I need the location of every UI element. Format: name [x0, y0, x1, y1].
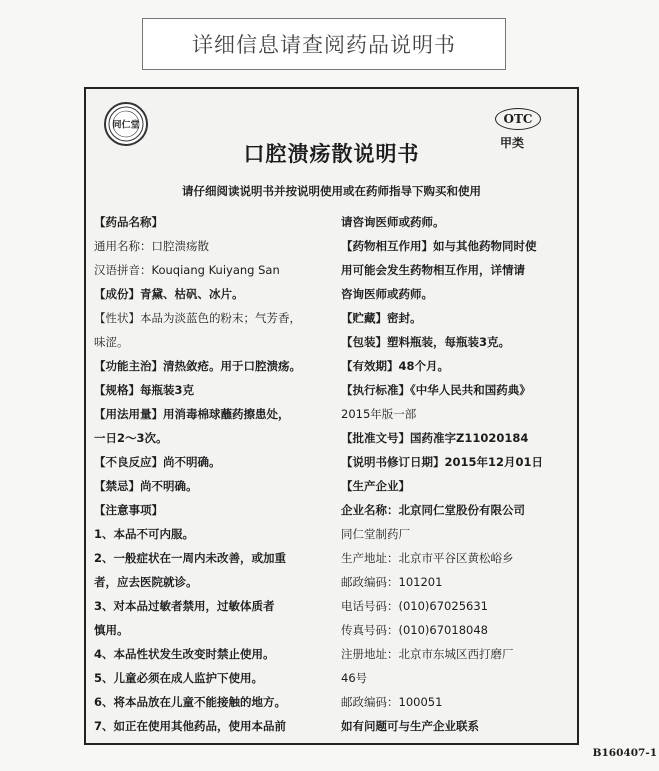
leaflet-title: 口腔溃疡散说明书: [243, 142, 420, 166]
revision-date: 【说明书修订日期】2015年12月01日: [341, 455, 544, 469]
drug-interactions: 【药物相互作用】如与其他药物同时使: [341, 239, 537, 253]
leaflet-subtitle: 请仔细阅读说明书并按说明使用或在药师指导下购买和使用: [182, 184, 481, 198]
registered-address: 注册地址：北京市东城区西打磨厂: [341, 647, 514, 661]
precaution-item: 7、如正在使用其他药品，使用本品前: [94, 719, 286, 733]
otc-badge: [495, 108, 541, 130]
contact-note: 如有问题可与生产企业联系: [341, 719, 479, 733]
fax-number: 传真号码：(010)67018048: [341, 623, 488, 637]
notice-banner: [142, 18, 506, 70]
precaution-item: 5、儿童必须在成人监护下使用。: [94, 671, 263, 685]
precaution-item: 6、将本品放在儿童不能接触的地方。: [94, 695, 286, 709]
precaution-item-cont: 请咨询医师或药师。: [341, 215, 445, 229]
notice-banner-text: 详细信息请查阅药品说明书: [192, 33, 456, 57]
otc-class-label: 甲类: [500, 136, 525, 150]
ingredients: 【成份】青黛、枯矾、冰片。: [94, 287, 244, 301]
storage: 【贮藏】密封。: [341, 311, 422, 325]
standard: 【执行标准】《中华人民共和国药典》: [341, 383, 531, 397]
dosage-cont: 一日2～3次。: [94, 431, 168, 445]
specification: 【规格】每瓶装3克: [94, 383, 195, 397]
registered-address-cont: 46号: [341, 671, 368, 685]
shelf-life: 【有效期】48个月。: [341, 359, 450, 373]
postal-code-2: 邮政编码：100051: [341, 695, 443, 709]
phone-number: 电话号码：(010)67025631: [341, 599, 488, 613]
otc-label: OTC: [503, 112, 533, 126]
description-cont: 味涩。: [94, 335, 129, 349]
section-drug-name: 【药品名称】: [94, 215, 163, 229]
drug-leaflet: [84, 87, 579, 745]
indications: 【功能主治】清热敛疮。用于口腔溃疡。: [94, 359, 301, 373]
package: 【包装】塑料瓶装，每瓶装3克。: [341, 335, 510, 349]
postal-code: 邮政编码：101201: [341, 575, 443, 589]
svg-text:同仁堂: 同仁堂: [112, 120, 140, 131]
pinyin-name: 汉语拼音：Kouqiang Kuiyang San: [94, 263, 280, 277]
dosage: 【用法用量】用消毒棉球蘸药擦患处，: [94, 407, 290, 421]
precaution-item: 3、对本品过敏者禁用，过敏体质者: [94, 599, 275, 613]
drug-interactions-cont: 用可能会发生药物相互作用，详情请: [341, 263, 525, 277]
company-name: 企业名称：北京同仁堂股份有限公司: [341, 503, 525, 517]
generic-name: 通用名称：口腔溃疡散: [94, 239, 209, 253]
section-precautions: 【注意事项】: [94, 503, 163, 517]
document-code: B160407-1: [592, 747, 657, 759]
contraindications: 【禁忌】尚不明确。: [94, 479, 198, 493]
drug-interactions-cont: 咨询医师或药师。: [341, 287, 433, 301]
approval-number: 【批准文号】国药准字Z11020184: [341, 431, 529, 445]
production-address: 生产地址：北京市平谷区黄松峪乡: [341, 551, 514, 565]
company-name-cont: 同仁堂制药厂: [341, 527, 410, 541]
precaution-item-cont: 者，应去医院就诊。: [94, 575, 198, 589]
standard-cont: 2015年版一部: [341, 407, 417, 421]
precaution-item: 1、本品不可内服。: [94, 527, 195, 541]
section-manufacturer: 【生产企业】: [341, 479, 410, 493]
precaution-item: 2、一般症状在一周内未改善，或加重: [94, 551, 286, 565]
precaution-item-cont: 慎用。: [94, 623, 129, 637]
adverse-reactions: 【不良反应】尚不明确。: [94, 455, 221, 469]
description: 【性状】本品为淡蓝色的粉末；气芳香，: [94, 311, 301, 325]
precaution-item: 4、本品性状发生改变时禁止使用。: [94, 647, 275, 661]
